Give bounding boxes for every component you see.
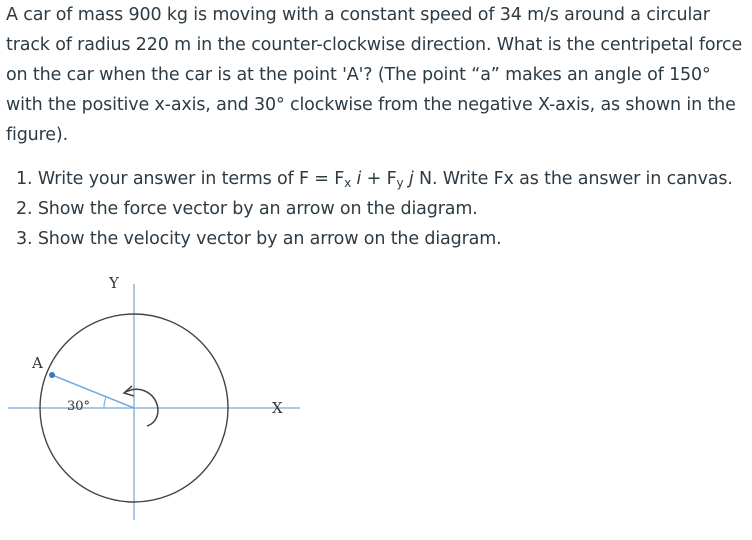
point-a-label: A (32, 354, 43, 372)
unit-vector-j: j (408, 169, 414, 189)
instruction-number: 2. (16, 199, 33, 219)
circular-track-diagram (0, 262, 330, 522)
angle-label: 30° (67, 399, 91, 414)
y-subscript: y (396, 176, 404, 190)
x-subscript: x (344, 176, 352, 190)
instruction-number: 1. (16, 169, 33, 189)
x-axis-label: X (272, 399, 283, 417)
radius-line (52, 375, 134, 408)
instruction-item-2 (16, 194, 733, 224)
y-axis-label: Y (109, 274, 119, 292)
instruction-text-part: Write your answer in terms of F = F (37, 169, 345, 189)
instruction-item-1 (16, 164, 733, 194)
point-a-marker (49, 372, 55, 378)
instruction-list (16, 164, 733, 254)
instruction-text: Show the velocity vector by an arrow on the diagram. (37, 229, 502, 249)
instruction-number: 3. (16, 229, 33, 249)
instruction-text-part: N. Write Fx as the answer in canvas. (413, 169, 733, 189)
unit-vector-i: i (356, 169, 362, 189)
instruction-text: Show the force vector by an arrow on the diagram. (37, 199, 478, 219)
instruction-text-part: + F (361, 169, 397, 189)
question-text: A car of mass 900 kg is moving with a constant speed of 34 m/s around a circular track of radius 220 m in the counter-clockwise direction. What is the centripetal force on the car when the car is at the point 'A'? (The point “a” makes an angle of 150° with the positive x-axis, and 30° clockwise from the negative X-axis, as shown in the figure). (6, 5, 743, 145)
angle-arc (104, 397, 106, 408)
instruction-item-3 (16, 224, 733, 254)
